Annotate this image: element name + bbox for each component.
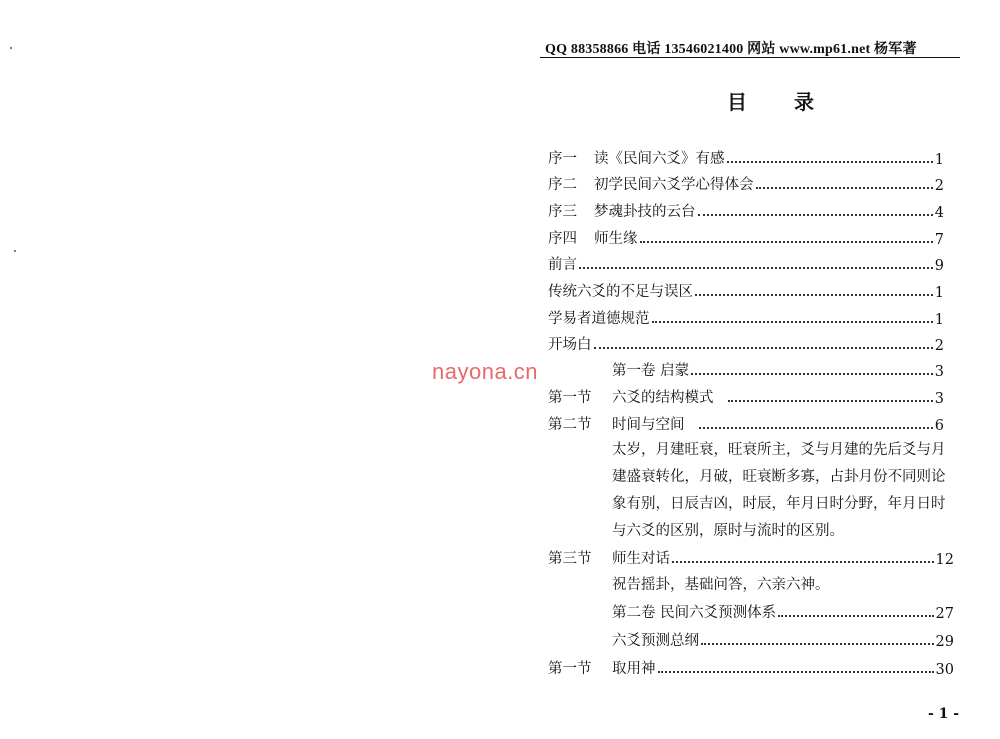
toc-prefix: 序二: [548, 177, 577, 193]
toc-label: 取用神: [612, 661, 656, 677]
toc-label: 师生对话: [612, 551, 670, 567]
toc-label: 学易者道德规范: [548, 311, 650, 327]
toc-volume-entry: [612, 358, 944, 380]
toc-entry: [548, 172, 944, 194]
toc-page: 27: [935, 606, 954, 622]
toc-page: 12: [935, 552, 954, 568]
toc-label: 读《民间六爻》有感: [594, 151, 725, 167]
watermark: nayona.cn: [432, 359, 539, 384]
toc-label: 第二卷 民间六爻预测体系: [612, 605, 777, 621]
toc-label: 初学民间六爻学心得体会: [594, 177, 754, 193]
toc-leader: [728, 400, 933, 402]
description-line: 太岁，月建旺衰，旺衰所主，爻与月建的先后爻与月: [612, 442, 946, 458]
toc-page: 4: [934, 205, 944, 221]
toc-page: 2: [934, 178, 944, 194]
description-line: 建盛衰转化，月破，旺衰断多寡，占卦月份不同则论: [612, 469, 946, 485]
scan-speck: [10, 47, 12, 49]
toc-label: 时间与空间: [612, 417, 685, 433]
toc-leader: [594, 347, 933, 349]
toc-leader: [778, 615, 933, 617]
page-title: 目 录: [727, 90, 834, 114]
toc-label: 第一卷 启蒙: [612, 363, 690, 379]
toc-page: 7: [934, 232, 944, 248]
description-line: 与六爻的区别，原时与流时的区别。: [612, 523, 844, 539]
page-header: QQ 88358866 电话 13546021400 网站 www.mp61.net 杨军著: [545, 42, 917, 57]
toc-leader: [756, 187, 933, 189]
toc-page: 3: [934, 364, 944, 380]
toc-label: 前言: [548, 257, 577, 273]
toc-entry: [548, 199, 944, 221]
toc-entry: [612, 628, 954, 650]
toc-prefix: 序一: [548, 151, 577, 167]
toc-prefix: 第一节: [548, 661, 592, 677]
description-line: 祝告摇卦，基础问答，六亲六神。: [612, 577, 830, 593]
toc-label: 六爻的结构模式: [612, 390, 714, 406]
toc-page: 3: [934, 391, 944, 407]
toc-page: 2: [934, 338, 944, 354]
toc-entry: [548, 332, 944, 354]
toc-leader: [691, 373, 933, 375]
toc-prefix: 第三节: [548, 551, 592, 567]
toc-prefix: 序三: [548, 204, 577, 220]
toc-leader: [727, 161, 933, 163]
toc-page: 1: [934, 312, 944, 328]
toc-label: 师生缘: [594, 231, 638, 247]
toc-leader: [701, 643, 934, 645]
toc-leader: [652, 321, 933, 323]
toc-prefix: 第一节: [548, 390, 592, 406]
header-rule: [540, 57, 960, 58]
toc-page: 29: [935, 634, 954, 650]
scan-speck: [14, 250, 16, 252]
toc-volume-entry: [612, 600, 954, 622]
toc-entry: [548, 385, 944, 407]
toc-label: 传统六爻的不足与误区: [548, 284, 693, 300]
toc-prefix: 第二节: [548, 417, 592, 433]
page-number: - 1 -: [928, 706, 960, 722]
toc-page: 9: [934, 258, 944, 274]
toc-leader: [640, 241, 933, 243]
toc-prefix: 序四: [548, 231, 577, 247]
description-line: 象有别，日辰吉凶，时辰，年月日时分野，年月日时: [612, 496, 946, 512]
toc-entry: [548, 226, 944, 248]
toc-page: 1: [934, 285, 944, 301]
toc-leader: [672, 561, 934, 563]
toc-label: 六爻预测总纲: [612, 633, 699, 649]
toc-entry: [548, 146, 944, 168]
toc-leader: [658, 671, 934, 673]
section-description: [612, 572, 957, 599]
toc-label: 开场白: [548, 337, 592, 353]
toc-entry: [548, 546, 954, 568]
toc-leader: [698, 214, 933, 216]
toc-page: 30: [935, 662, 954, 678]
toc-entry: [548, 656, 954, 678]
section-description: [612, 437, 957, 545]
toc-entry: [548, 306, 944, 328]
toc-leader: [579, 267, 933, 269]
toc-entry: [548, 252, 944, 274]
toc-label: 梦魂卦技的云台: [594, 204, 696, 220]
toc-leader: [695, 294, 933, 296]
toc-entry: [548, 412, 944, 434]
toc-page: 6: [934, 418, 944, 434]
toc-page: 1: [934, 152, 944, 168]
toc-entry: [548, 279, 944, 301]
toc-leader: [699, 427, 933, 429]
